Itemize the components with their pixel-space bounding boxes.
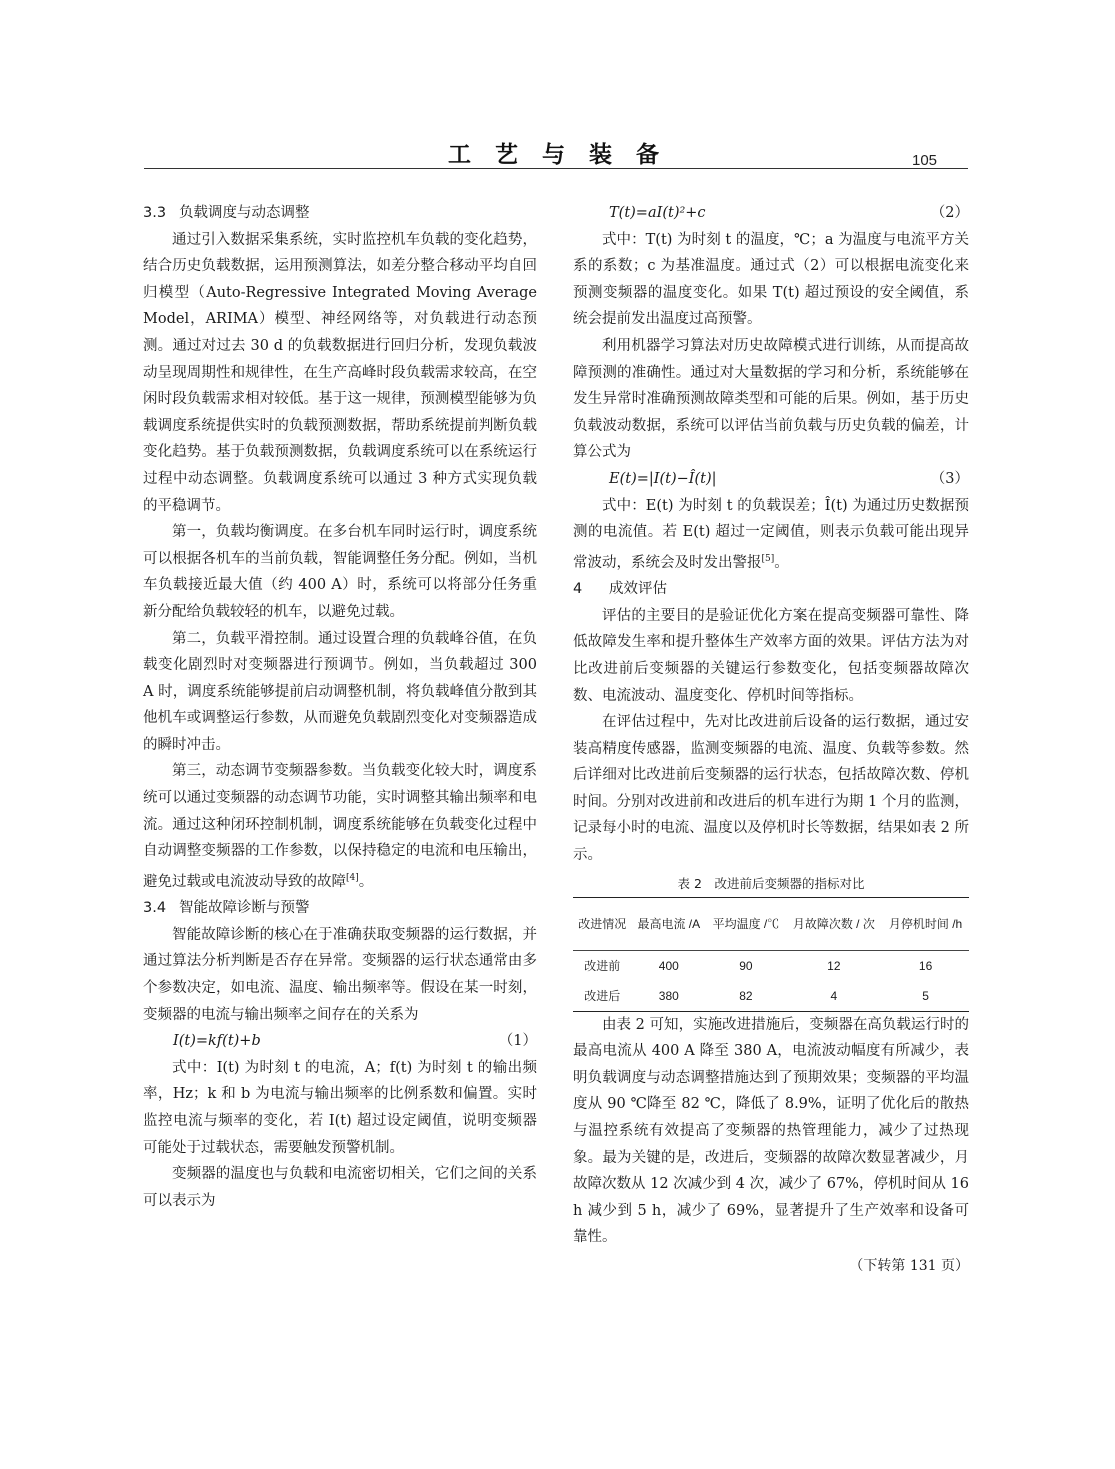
column-header: 月故障次数 / 次: [792, 916, 875, 931]
paragraph-end: 。: [774, 554, 789, 571]
continued-notice[interactable]: （下转第 131 页）: [849, 1258, 969, 1275]
paragraph: 式中：I(t) 为时刻 t 的电流，A；f(t) 为时刻 t 的输出频率，Hz；k 和 b 为电流与输出频率的比例系数和偏置。实时监控电流与频率的变化，若 I(t) 超过设定阈值，说明变频器可能处于过载状态，需要触发预警机制。: [143, 1059, 537, 1156]
paragraph-text: 式中：E(t) 为时刻 t 的负载误差；Î(t) 为通过历史数据预测的电流值。若 E(t) 超过一定阈值，则表示负载可能出现异常波动，系统会及时发出警报: [573, 497, 969, 571]
section-title: 负载调度与动态调整: [179, 205, 310, 221]
paragraph-end: 。: [358, 873, 374, 890]
column-header: 最高电流 /A: [637, 916, 701, 931]
equation-number: （3）: [930, 470, 969, 487]
journal-section-title: 工 艺 与 装 备: [447, 142, 668, 168]
page-number: 105: [912, 152, 938, 169]
column-header: 月停机时间 /h: [888, 916, 963, 931]
left-column: [143, 200, 537, 1214]
equation-3: [573, 466, 969, 493]
table-cell: 改进后: [584, 989, 621, 1004]
column-header: 改进情况: [578, 916, 627, 931]
section-title: 成效评估: [609, 581, 667, 598]
header-rule: [144, 168, 968, 169]
paragraph: 第一，负载均衡调度。在多台机车同时运行时，调度系统可以根据各机车的当前负载，智能调整任务分配。例如，当机车负载接近最大值（约 400 A）时，系统可以将部分任务重新分配给负载较轻的机车，以避免过载。: [143, 524, 537, 620]
table-row: [573, 950, 969, 981]
table-cell: 380: [658, 988, 679, 1003]
comparison-table: [573, 897, 969, 1012]
paragraph-text: 第三，动态调节变频器参数。当负载变化较大时，调度系统可以通过变频器的动态调节功能，实时调整其输出频率和电流。通过这种闭环控制机制，调度系统能够在负载变化过程中自动调整变频器的工作参数，以保持稳定的电流和电压输出，避免过载或电流波动导致的故障: [143, 763, 537, 890]
table-cell: 改进前: [584, 959, 621, 974]
table-caption: 表 2 改进前后变频器的指标对比: [677, 875, 865, 891]
paragraph: [143, 758, 537, 895]
equation-body: E(t)=|I(t)−Î(t)|: [609, 470, 717, 487]
paragraph: 由表 2 可知，实施改进措施后，变频器在高负载运行时的最高电流从 400 A 降至 380 A，电流波动幅度有所减少，表明负载调度与动态调整措施达到了预期效果；变频器的平均温度从 90 ℃降至 82 ℃，降低了 8.9%，证明了优化后的散热与温控系统有效提高了变频器的热管理能力，减少了过热现象。最为关键的是，改进后，变频器的故障次数显著减少，月故障次数从 12 次减少到 4 次，减少了 67%，停机时间从 16 h 减少到 5 h，减少了 69%，显著提升了生产效率和设备可靠性。: [573, 1016, 970, 1246]
table-cell: 5: [922, 988, 929, 1003]
equation-number: （2）: [930, 205, 969, 221]
equation-number: （1）: [498, 1033, 537, 1050]
paragraph: 利用机器学习算法对历史故障模式进行训练，从而提高故障预测的准确性。通过对大量数据的学习和分析，系统能够在发生异常时准确预测故障类型和可能的后果。例如，基于历史负载波动数据，系统可以评估当前负载与历史负载的偏差，计算公式为: [573, 337, 969, 461]
section-4-heading: [573, 576, 969, 603]
table-header-row: [573, 897, 969, 950]
equation-body: T(t)=aI(t)²+c: [609, 205, 706, 221]
equation-body: I(t)=kf(t)+b: [173, 1033, 261, 1050]
paragraph: 评估的主要目的是验证优化方案在提高变频器可靠性、降低故障发生率和提升整体生产效率方面的效果。评估方法为对比改进前后变频器的关键运行参数变化，包括变频器故障次数、电流波动、温度变化、停机时间等指标。: [573, 607, 969, 704]
citation-ref[interactable]: [5]: [761, 553, 775, 564]
section-number: 3.3: [143, 205, 167, 221]
table-cell: 4: [830, 988, 838, 1003]
column-header: 平均温度 /℃: [712, 916, 780, 931]
section-number: 4: [573, 581, 583, 598]
right-column: [573, 200, 969, 1279]
table-cell: 400: [658, 958, 679, 973]
section-title: 智能故障诊断与预警: [179, 900, 310, 917]
table-cell: 16: [918, 958, 933, 973]
section-3-3-heading: [143, 200, 537, 227]
paragraph: 通过引入数据采集系统，实时监控机车负载的变化趋势，结合历史负载数据，运用预测算法，如差分整合移动平均自回归模型（Auto-Regressive Integrated Moving Average Model，ARIMA）模型、神经网络等，对负载进行动态预测。通过对过去 30 d 的负载数据进行回归分析，发现负载波动呈现周期性和规律性，在生产高峰时段负载需求较高，在空闲时段负载需求相对较低。基于这一规律，预测模型能够为负载调度系统提供实时的负载预测数据，帮助系统提前判断负载变化趋势。基于负载预测数据，负载调度系统可以在系统运行过程中动态调整。负载调度系统可以通过 3 种方式实现负载的平稳调节。: [143, 231, 537, 514]
paragraph: [573, 493, 969, 577]
paragraph: 在评估过程中，先对比改进前后设备的运行数据，通过安装高精度传感器，监测变频器的电流、温度、负载等参数。然后详细对比改进前后变频器的运行状态，包括故障次数、停机时间。分别对改进前和改进后的机车进行为期 1 个月的监测，记录每小时的电流、温度以及停机时长等数据，结果如表 2 所示。: [573, 714, 969, 864]
equation-2: [573, 200, 969, 227]
section-3-4-heading: [143, 895, 537, 922]
paragraph: 第二，负载平滑控制。通过设置合理的负载峰谷值，在负载变化剧烈时对变频器进行预调节。例如，当负载超过 300 A 时，调度系统能够提前启动调整机制，将负载峰值分散到其他机车或调整运行参数，从而避免负载剧烈变化对变频器造成的瞬时冲击。: [143, 630, 537, 753]
table-cell: 90: [739, 958, 753, 973]
table-row: [573, 981, 969, 1012]
paragraph: 变频器的温度也与负载和电流密切相关，它们之间的关系可以表示为: [143, 1166, 537, 1209]
section-number: 3.4: [143, 900, 167, 917]
equation-1: [143, 1028, 537, 1055]
table-cell: 12: [827, 958, 841, 973]
paragraph: 式中：T(t) 为时刻 t 的温度，℃；a 为温度与电流平方关系的系数；c 为基准温度。通过式（2）可以根据电流变化来预测变频器的温度变化。如果 T(t) 超过预设的安全阈值，系统会提前发出温度过高预警。: [573, 231, 969, 328]
paragraph: 智能故障诊断的核心在于准确获取变频器的运行数据，并通过算法分析判断是否存在异常。变频器的运行状态通常由多个参数决定，如电流、温度、输出频率等。假设在某一时刻，变频器的电流与输出频率之间存在的关系为: [143, 926, 537, 1023]
table-cell: 82: [739, 988, 753, 1003]
citation-ref[interactable]: [4]: [346, 872, 359, 883]
